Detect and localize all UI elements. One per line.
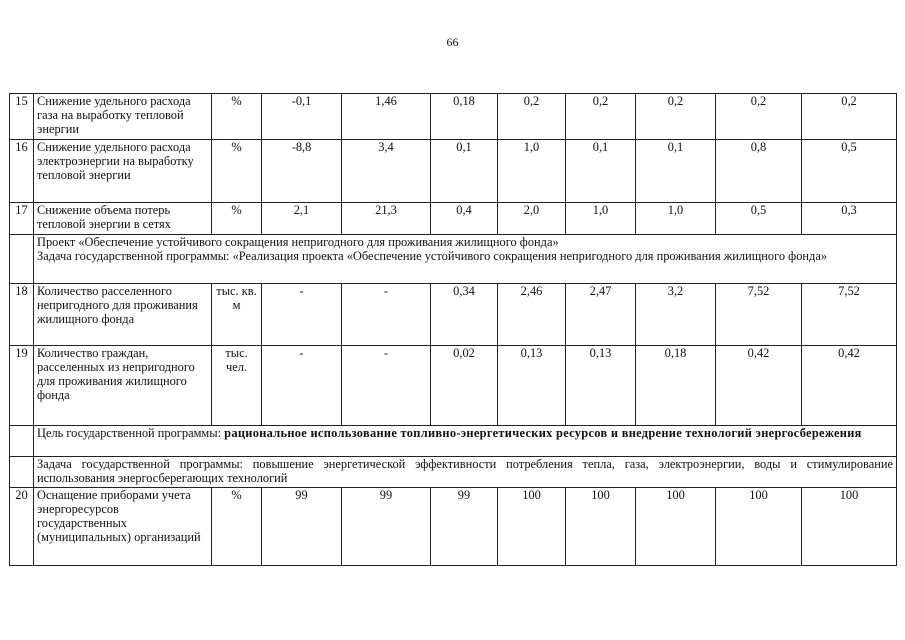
value-cell: 0,3 bbox=[802, 203, 897, 235]
table-row bbox=[10, 203, 897, 235]
project-title: Проект «Обеспечение устойчивого сокращения непригодного для проживания жилищного фонда» bbox=[37, 235, 559, 249]
row-number: 17 bbox=[10, 203, 34, 235]
value-cell: 0,42 bbox=[802, 346, 897, 426]
value-cell: 0,1 bbox=[636, 140, 716, 203]
value-cell: 0,2 bbox=[802, 94, 897, 140]
value-cell: 3,4 bbox=[342, 140, 431, 203]
value-cell: 0,18 bbox=[431, 94, 498, 140]
value-cell: 1,0 bbox=[498, 140, 566, 203]
goal-label: Цель государственной программы: bbox=[37, 426, 225, 440]
value-cell: 0,1 bbox=[566, 140, 636, 203]
value-cell: 0,18 bbox=[636, 346, 716, 426]
unit-cell: тыс. чел. bbox=[212, 346, 262, 426]
project-section-cell bbox=[34, 235, 897, 284]
value-cell: 0,2 bbox=[636, 94, 716, 140]
value-cell: 0,13 bbox=[498, 346, 566, 426]
table-row bbox=[10, 426, 897, 457]
value-cell: 2,46 bbox=[498, 284, 566, 346]
value-cell: 0,8 bbox=[716, 140, 802, 203]
row-number: 20 bbox=[10, 488, 34, 566]
value-cell: 1,46 bbox=[342, 94, 431, 140]
unit-cell: тыс. кв. м bbox=[212, 284, 262, 346]
table-row bbox=[10, 140, 897, 203]
value-cell: - bbox=[342, 346, 431, 426]
value-cell: 99 bbox=[431, 488, 498, 566]
table-row bbox=[10, 284, 897, 346]
value-cell: 100 bbox=[498, 488, 566, 566]
indicator-name: Количество расселенного непригодного для проживания жилищного фонда bbox=[34, 284, 212, 346]
value-cell: 100 bbox=[566, 488, 636, 566]
program-goal-cell bbox=[34, 426, 897, 457]
page-number: 66 bbox=[446, 35, 459, 49]
value-cell: 3,2 bbox=[636, 284, 716, 346]
value-cell: 0,4 bbox=[431, 203, 498, 235]
table-row bbox=[10, 488, 897, 566]
value-cell: 0,5 bbox=[802, 140, 897, 203]
unit-cell: % bbox=[212, 203, 262, 235]
value-cell: 1,0 bbox=[636, 203, 716, 235]
unit-cell: % bbox=[212, 140, 262, 203]
table-row bbox=[10, 235, 897, 284]
value-cell: 100 bbox=[802, 488, 897, 566]
value-cell: 7,52 bbox=[802, 284, 897, 346]
value-cell: 1,0 bbox=[566, 203, 636, 235]
row-number: 16 bbox=[10, 140, 34, 203]
table-row bbox=[10, 346, 897, 426]
empty-number-cell bbox=[10, 235, 34, 284]
indicators-table bbox=[9, 93, 897, 566]
empty-number-cell bbox=[10, 426, 34, 457]
value-cell: 0,34 bbox=[431, 284, 498, 346]
program-task: Задача государственной программы: «Реализация проекта «Обеспечение устойчивого сокращения непригодного для проживания жилищного фонда» bbox=[37, 249, 828, 263]
value-cell: -0,1 bbox=[262, 94, 342, 140]
value-cell: 99 bbox=[262, 488, 342, 566]
value-cell: 100 bbox=[636, 488, 716, 566]
empty-number-cell bbox=[10, 457, 34, 488]
task-section-cell bbox=[34, 457, 897, 488]
goal-text: рациональное использование топливно-энергетических ресурсов и внедрение технологий энергосбережения bbox=[224, 426, 862, 440]
value-cell: 21,3 bbox=[342, 203, 431, 235]
value-cell: 0,1 bbox=[431, 140, 498, 203]
value-cell: - bbox=[342, 284, 431, 346]
value-cell: 0,5 bbox=[716, 203, 802, 235]
unit-cell: % bbox=[212, 488, 262, 566]
value-cell: -8,8 bbox=[262, 140, 342, 203]
value-cell: 100 bbox=[716, 488, 802, 566]
value-cell: 0,13 bbox=[566, 346, 636, 426]
program-task: Задача государственной программы: повышение энергетической эффективности потребления тепла, газа, электроэнергии, воды и стимулирование использования энергосберегающих технологий bbox=[37, 457, 893, 485]
value-cell: 0,2 bbox=[498, 94, 566, 140]
table-row bbox=[10, 457, 897, 488]
unit-cell: % bbox=[212, 94, 262, 140]
indicator-name: Снижение объема потерь тепловой энергии в сетях bbox=[34, 203, 212, 235]
value-cell: 0,2 bbox=[566, 94, 636, 140]
indicator-name: Снижение удельного расхода электроэнергии на выработку тепловой энергии bbox=[34, 140, 212, 203]
value-cell: 0,2 bbox=[716, 94, 802, 140]
value-cell: 2,47 bbox=[566, 284, 636, 346]
indicator-name: Оснащение приборами учета энергоресурсов государственных (муниципальных) организаций bbox=[34, 488, 212, 566]
value-cell: 2,0 bbox=[498, 203, 566, 235]
value-cell: 0,42 bbox=[716, 346, 802, 426]
table-row bbox=[10, 94, 897, 140]
indicator-name: Снижение удельного расхода газа на выработку тепловой энергии bbox=[34, 94, 212, 140]
value-cell: 99 bbox=[342, 488, 431, 566]
value-cell: 7,52 bbox=[716, 284, 802, 346]
value-cell: 0,02 bbox=[431, 346, 498, 426]
indicator-name: Количество граждан, расселенных из непригодного для проживания жилищного фонда bbox=[34, 346, 212, 426]
row-number: 15 bbox=[10, 94, 34, 140]
row-number: 18 bbox=[10, 284, 34, 346]
row-number: 19 bbox=[10, 346, 34, 426]
value-cell: 2,1 bbox=[262, 203, 342, 235]
value-cell: - bbox=[262, 346, 342, 426]
value-cell: - bbox=[262, 284, 342, 346]
